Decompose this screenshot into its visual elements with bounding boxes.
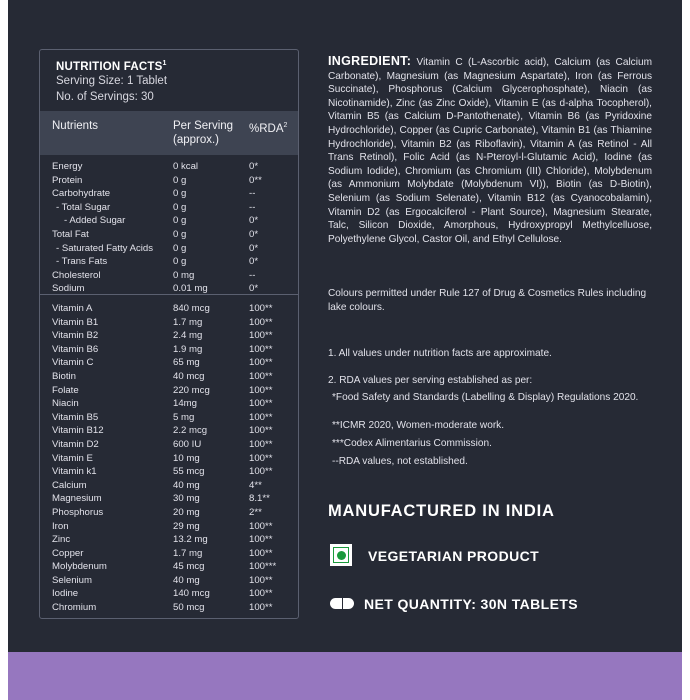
nutrient-row [40, 175, 298, 189]
nutrient-row [40, 270, 298, 284]
nutrient-rda: 100** [249, 303, 273, 314]
serving-size: Serving Size: 1 Tablet [56, 74, 168, 87]
nutrient-rda: -- [249, 269, 256, 281]
col-approx-label: (approx.) [173, 134, 220, 146]
nutrient-value: 2.2 mcg [173, 425, 208, 437]
nutrient-rda: 100** [249, 520, 273, 532]
nutrient-row [40, 243, 298, 257]
micro-nutrients-group [40, 295, 298, 616]
nutrient-rda: -- [249, 201, 256, 213]
nutrient-value: 600 IU [173, 438, 202, 450]
macro-nutrients-group [40, 155, 298, 295]
note-rda: 2. RDA values per serving established as per: [328, 375, 533, 386]
nutrient-value: 0 kcal [173, 161, 199, 172]
note-rda-not-established: --RDA values, not established. [332, 456, 468, 467]
nutrient-name: Vitamin E [52, 452, 93, 464]
nutrient-value: 0 g [173, 242, 187, 254]
nutrition-header [40, 50, 298, 111]
nutrient-row [40, 425, 298, 439]
nutrient-value: 0 g [173, 174, 187, 186]
nutrient-value: 0 mg [173, 269, 195, 281]
nutrient-rda: 100** [249, 425, 273, 437]
nutrient-value: 140 mcg [173, 588, 210, 600]
nutrient-name: Folate [52, 384, 79, 396]
col-rda-label: %RDA [249, 122, 284, 135]
nutrient-row [40, 188, 298, 202]
col-per-serving [173, 119, 233, 147]
col-rda [249, 119, 287, 136]
purple-band [8, 652, 682, 700]
nutrient-row [40, 202, 298, 216]
nutrient-name: Vitamin A [52, 303, 93, 314]
nutrient-name: Carbohydrate [52, 188, 111, 200]
nutrient-name: Protein [52, 174, 83, 186]
nutrient-value: 10 mg [173, 452, 200, 464]
nutrient-row [40, 521, 298, 535]
nutrient-name: - Saturated Fatty Acids [56, 242, 154, 254]
nutrient-row [40, 412, 298, 426]
capsule-right-half [343, 598, 354, 609]
nutrient-row [40, 385, 298, 399]
veg-mark-icon [330, 544, 352, 566]
nutrition-title-text: NUTRITION FACTS [56, 60, 163, 73]
nutrient-row [40, 480, 298, 494]
servings-count: No. of Servings: 30 [56, 90, 154, 103]
capsule-icon [330, 598, 354, 609]
nutrient-value: 840 mcg [173, 303, 210, 314]
nutrient-value: 0 g [173, 201, 187, 213]
nutrient-row [40, 439, 298, 453]
nutrient-value: 40 mg [173, 479, 200, 491]
nutrient-rda: 8.1** [249, 493, 270, 505]
nutrient-row [40, 256, 298, 270]
nutrient-rda: 100** [249, 316, 273, 328]
nutrient-name: Total Fat [52, 228, 89, 240]
nutrient-rda: 0* [249, 242, 259, 254]
nutrition-title [56, 60, 298, 73]
nutrient-rda: 0* [249, 215, 259, 227]
nutrient-name: - Total Sugar [56, 201, 111, 213]
veg-mark-dot [337, 551, 346, 560]
nutrient-value: 30 mg [173, 493, 200, 505]
col-nutrients: Nutrients [52, 120, 99, 132]
nutrient-rda: -- [249, 188, 256, 200]
nutrient-value: 1.9 mg [173, 343, 203, 355]
nutrient-row [40, 561, 298, 575]
nutrient-row [40, 215, 298, 229]
note-fssai: *Food Safety and Standards (Labelling & Display) Regulations 2020. [332, 392, 639, 403]
nutrient-value: 5 mg [173, 411, 195, 423]
nutrient-name: Calcium [52, 479, 87, 491]
nutrient-name: Vitamin B2 [52, 330, 99, 342]
nutrient-value: 2.4 mg [173, 330, 203, 342]
nutrient-name: Iron [52, 520, 69, 532]
colours-note: Colours permitted under Rule 127 of Drug & Cosmetics Rules including lake colours. [328, 288, 647, 313]
nutrient-name: Sodium [52, 283, 85, 295]
manufactured-in-india: MANUFACTURED IN INDIA [328, 502, 555, 520]
nutrient-row [40, 398, 298, 412]
nutrient-row [40, 283, 298, 297]
nutrient-row [40, 466, 298, 480]
nutrient-name: Vitamin B5 [52, 411, 99, 423]
nutrition-title-footnote: 1 [162, 60, 167, 67]
nutrient-name: - Trans Fats [56, 256, 108, 268]
nutrient-value: 45 mcg [173, 561, 205, 573]
nutrient-rda: 100** [249, 343, 273, 355]
nutrient-name: Zinc [52, 534, 71, 546]
nutrient-rda: 2** [249, 506, 262, 518]
nutrient-row [40, 161, 298, 175]
nutrient-value: 1.7 mg [173, 316, 203, 328]
nutrient-row [40, 357, 298, 371]
nutrient-row [40, 602, 298, 616]
nutrient-value: 20 mg [173, 506, 200, 518]
nutrient-row [40, 534, 298, 548]
nutrient-rda: 100** [249, 602, 273, 614]
nutrient-name: Chromium [52, 602, 97, 614]
nutrient-name: Magnesium [52, 493, 102, 505]
nutrient-value: 50 mcg [173, 602, 205, 614]
nutrient-value: 29 mg [173, 520, 200, 532]
nutrient-value: 55 mcg [173, 466, 205, 478]
nutrient-name: Biotin [52, 370, 76, 382]
nutrient-rda: 100** [249, 370, 273, 382]
nutrient-rda: 0* [249, 256, 259, 268]
nutrient-rda: 0** [249, 174, 262, 186]
nutrient-name: Vitamin B12 [52, 425, 104, 437]
nutrition-facts-table [39, 49, 299, 619]
ingredient-heading: INGREDIENT: [328, 54, 412, 68]
nutrient-name: Vitamin D2 [52, 438, 99, 450]
nutrient-name: Copper [52, 547, 84, 559]
nutrient-row [40, 371, 298, 385]
nutrient-row [40, 317, 298, 331]
nutrient-rda: 100*** [249, 561, 277, 573]
nutrient-rda: 100** [249, 534, 273, 546]
nutrient-row [40, 330, 298, 344]
nutrient-name: - Added Sugar [64, 215, 126, 227]
col-per-serving-label: Per Serving [173, 120, 234, 132]
nutrient-row [40, 229, 298, 243]
nutrient-rda: 100** [249, 574, 273, 586]
nutrient-name: Molybdenum [52, 561, 107, 573]
col-rda-footnote: 2 [283, 122, 288, 129]
nutrient-name: Energy [52, 161, 83, 172]
ingredient-text: Vitamin C (L-Ascorbic acid), Calcium (as Calcium Carbonate), Magnesium (as Magnesium Aspartate), Iron (as Ferrous Succinate), Phosphorus (Calcium Glycerophosphate), Niacin (as Nicotinamide), Zinc (as Zinc Oxide), Vitamin E (as d-alpha Tocopherol), Vitamin B5 (as Calcium D-Pantothenate), Vitamin B6 (as Pyridoxine Hydrochloride), Copper (as Cupric Carbonate), Vitamin B1 (as Thiamine Hydrochloride), Vitamin B2 (as Riboflavin), Vitamin A (as Retinol - All Trans Retinol), Folic Acid (as N-Pteroyl-l-Glutamic Acid), Iodine (as Sodium Iodide), Chromium (as Chromium (III) Chloride), Molybdenum (as Ammonium Molybdate (Molybdenum VI)), Biotin (as D-Biotin), Selenium (as Sodium Selenate), Vitamin B12 (as Cyanocobalamin), Vitamin D2 (as Ergocalciferol - Plant Source), Magnesium Stearate, Talc, Silicon Dioxide, Amorphous, Hydroxypropyl Methylcelluose, Polyethylene Glycol, Castor Oil, and Ethyl Cellulose. [328, 57, 652, 245]
nutrient-rda: 100** [249, 330, 273, 342]
nutrient-value: 40 mcg [173, 370, 205, 382]
nutrient-value: 0 g [173, 256, 187, 268]
nutrient-row [40, 575, 298, 589]
nutrient-rda: 100** [249, 384, 273, 396]
ingredient-block [328, 55, 652, 246]
nutrient-name: Vitamin B6 [52, 343, 99, 355]
nutrient-rda: 100** [249, 588, 273, 600]
nutrient-value: 14mg [173, 398, 197, 410]
nutrient-rda: 100** [249, 357, 273, 369]
nutrient-name: Vitamin B1 [52, 316, 99, 328]
nutrient-rda: 100** [249, 452, 273, 464]
nutrient-name: Vitamin C [52, 357, 94, 369]
nutrient-rda: 100** [249, 411, 273, 423]
nutrient-value: 0 g [173, 228, 187, 240]
nutrient-value: 1.7 mg [173, 547, 203, 559]
nutrient-row [40, 453, 298, 467]
nutrient-name: Phosphorus [52, 506, 104, 518]
net-quantity-label: NET QUANTITY: 30N TABLETS [364, 596, 579, 612]
capsule-left-half [330, 598, 342, 609]
nutrient-row [40, 303, 298, 317]
nutrient-name: Selenium [52, 574, 92, 586]
nutrient-value: 65 mg [173, 357, 200, 369]
nutrient-name: Iodine [52, 588, 79, 600]
nutrient-value: 40 mg [173, 574, 200, 586]
nutrient-value: 220 mcg [173, 384, 210, 396]
nutrient-rda: 100** [249, 466, 273, 478]
nutrient-name: Cholesterol [52, 269, 101, 281]
nutrient-name: Niacin [52, 398, 79, 410]
nutrient-row [40, 493, 298, 507]
note-approximate: 1. All values under nutrition facts are approximate. [328, 348, 552, 359]
vegetarian-label: VEGETARIAN PRODUCT [368, 548, 540, 564]
nutrient-row [40, 548, 298, 562]
nutrient-row [40, 344, 298, 358]
nutrient-name: Vitamin k1 [52, 466, 97, 478]
nutrient-value: 0.01 mg [173, 283, 208, 295]
nutrition-column-headers [40, 111, 298, 155]
nutrient-rda: 100** [249, 398, 273, 410]
nutrient-value: 0 g [173, 188, 187, 200]
note-codex: ***Codex Alimentarius Commission. [332, 438, 492, 449]
note-icmr: **ICMR 2020, Women-moderate work. [332, 420, 505, 431]
nutrient-rda: 100** [249, 438, 273, 450]
nutrient-rda: 100** [249, 547, 273, 559]
nutrient-rda: 0* [249, 283, 259, 295]
nutrient-value: 13.2 mg [173, 534, 208, 546]
nutrient-row [40, 507, 298, 521]
nutrient-value: 0 g [173, 215, 187, 227]
nutrient-rda: 0* [249, 161, 259, 172]
nutrient-rda: 4** [249, 479, 262, 491]
nutrient-rda: 0* [249, 228, 259, 240]
nutrient-row [40, 588, 298, 602]
